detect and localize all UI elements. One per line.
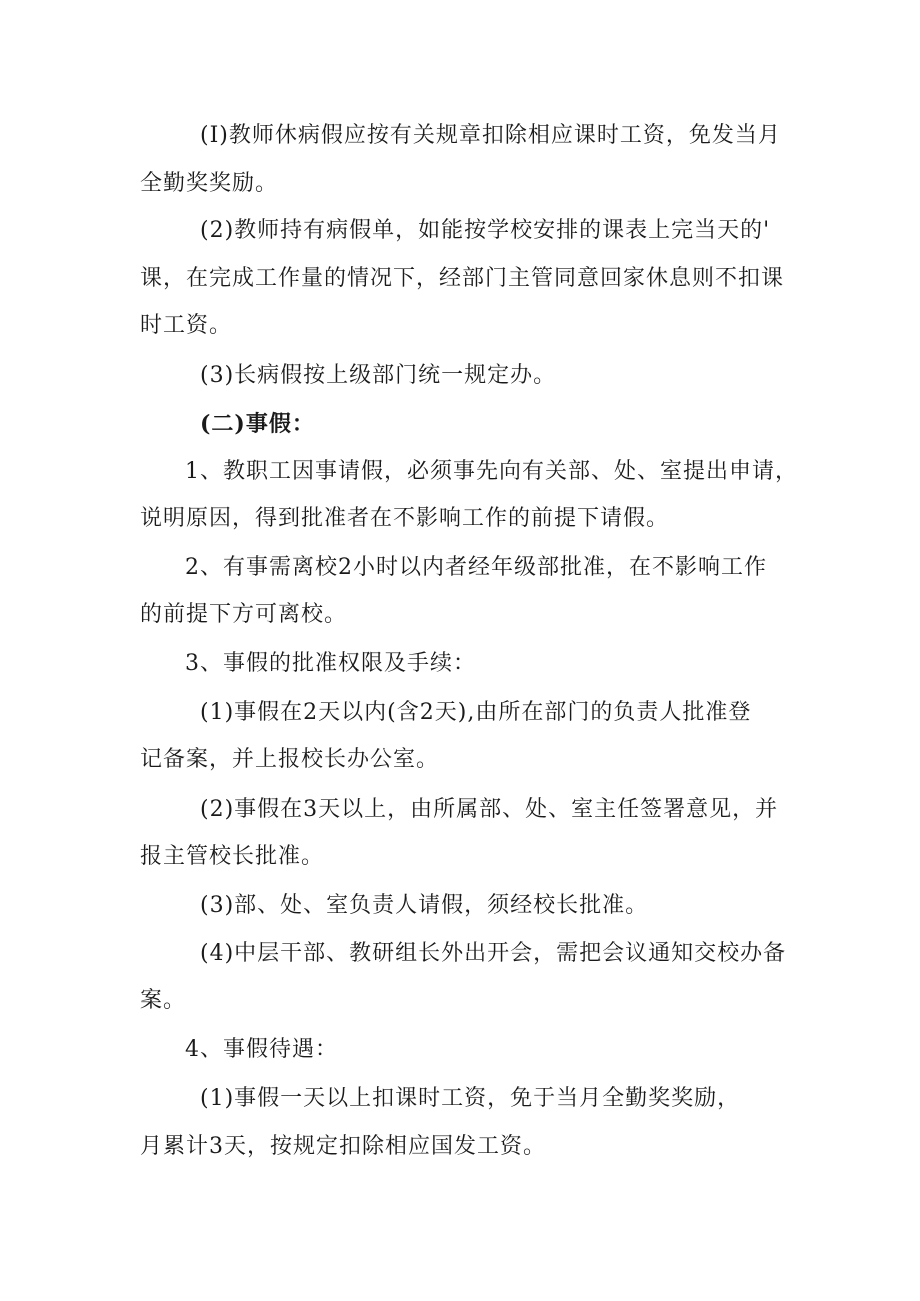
paragraph-line: 时工资。 [140,313,233,338]
paragraph-line: 3、事假的批准权限及手续： [185,651,476,676]
paragraph-line: 1、教职工因事请假，必须事先向有关部、处、室提出申请， [185,459,798,484]
paragraph-line: 2、有事需离校2小时以内者经年级部批准，在不影响工作 [185,555,767,580]
paragraph-line: 案。 [140,988,187,1013]
section-heading: (二)事假： [200,411,315,437]
paragraph-line: 全勤奖奖励。 [140,171,279,196]
paragraph-line: 的前提下方可离校。 [140,602,348,627]
paragraph-line: 课，在完成工作量的情况下，经部门主管同意回家休息则不扣课 [140,266,785,291]
paragraph-line: (2)教师持有病假单，如能按学校安排的课表上完当天的' [200,218,771,243]
paragraph-line: 说明原因，得到批准者在不影响工作的前提下请假。 [140,506,670,531]
paragraph-line: (I)教师休病假应按有关规章扣除相应课时工资，免发当月 [200,123,781,148]
paragraph-line: (3)部、处、室负责人请假，须经校长批准。 [200,893,649,918]
paragraph-line: (2)事假在3天以上，由所属部、处、室主任签署意见，并 [200,797,779,822]
paragraph-line: 4、事假待遇： [185,1037,338,1062]
paragraph-line: 记备案，并上报校长办公室。 [140,747,440,772]
paragraph-line: 月累计3天，按规定扣除相应国发工资。 [140,1134,546,1159]
paragraph-line: (3)长病假按上级部门统一规定办。 [200,363,557,388]
paragraph-line: (1)事假在2天以内(含2天),由所在部门的负责人批准登 [200,700,752,725]
paragraph-line: 报主管校长批准。 [140,844,325,869]
paragraph-line: (4)中层干部、教研组长外出开会，需把会议通知交校办备 [200,941,787,966]
paragraph-line: (1)事假一天以上扣课时工资，免于当月全勤奖奖励， [200,1086,741,1111]
